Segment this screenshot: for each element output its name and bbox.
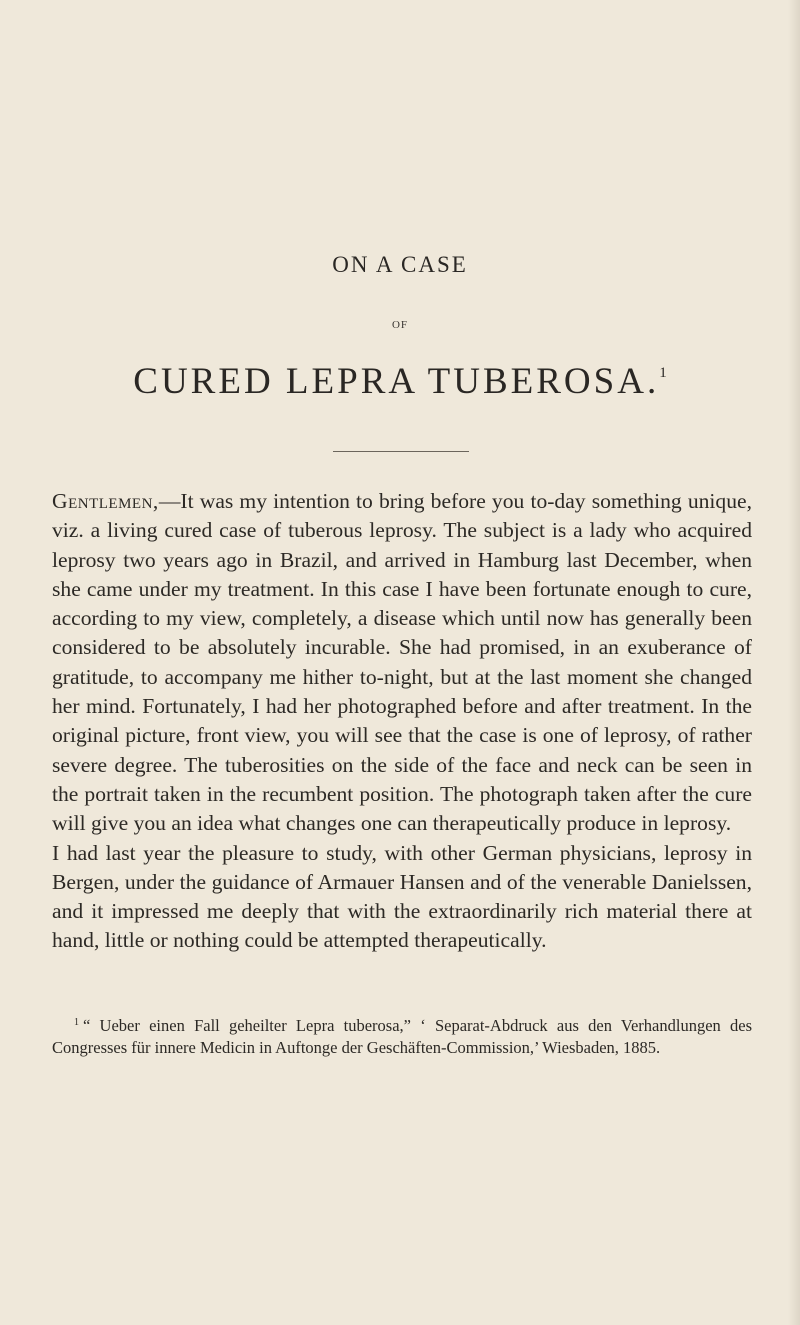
pre-title: ON A CASE bbox=[332, 252, 468, 277]
paragraph-1 bbox=[52, 487, 752, 839]
title-divider bbox=[333, 451, 469, 452]
title-connector: OF bbox=[391, 319, 409, 331]
footnote-marker: 1 bbox=[74, 1017, 79, 1028]
paragraph-1-text: —It was my intention to bring before you to-day something unique, viz. a living cured case of tuberous leprosy. The subject is a lady who acquired leprosy two years ago in Brazil, and arrived in Hamburg last December, when she came under my treatment. In this case I have been fortunate enough to cure, according to my view, completely, a disease which until now has generally been considered to be absolutely incurable. She had promised, in an exuberance of gratitude, to accompany me hither to-night, but at the last moment she changed her mind. Fortunately, I had her photographed before and after treatment. In the original picture, front view, you will see that the case is one of leprosy, of rather severe degree. The tuberosities on the side of the face and neck can be seen in the portrait taken in the recumbent position. The photograph taken after the cure will give you an idea what changes one can therapeutically produce in leprosy. bbox=[52, 489, 752, 836]
page-edge-shadow bbox=[788, 0, 800, 1325]
footnote bbox=[52, 1012, 752, 1059]
title-footnote-marker: 1 bbox=[659, 365, 667, 381]
page-title bbox=[0, 360, 800, 403]
salutation: Gentlemen, bbox=[52, 489, 159, 513]
footnote-text: “ Ueber einen Fall geheilter Lepra tuberosa,” ‘ Separat-Abdruck aus den Verhandlungen des Congresses für innere Medicin in Auftonge der Geschäften-Commission,’ Wiesbaden, 1885. bbox=[52, 1016, 752, 1057]
body-text bbox=[52, 487, 752, 956]
paragraph-2: I had last year the pleasure to study, with other German physicians, leprosy in Bergen, under the guidance of Armauer Hansen and of the venerable Danielssen, and it impressed me deeply that with the extraordinarily rich material there at hand, little or nothing could be attempted therapeutically. bbox=[52, 840, 752, 953]
page-title-text: CURED LEPRA TUBEROSA. bbox=[133, 361, 660, 402]
